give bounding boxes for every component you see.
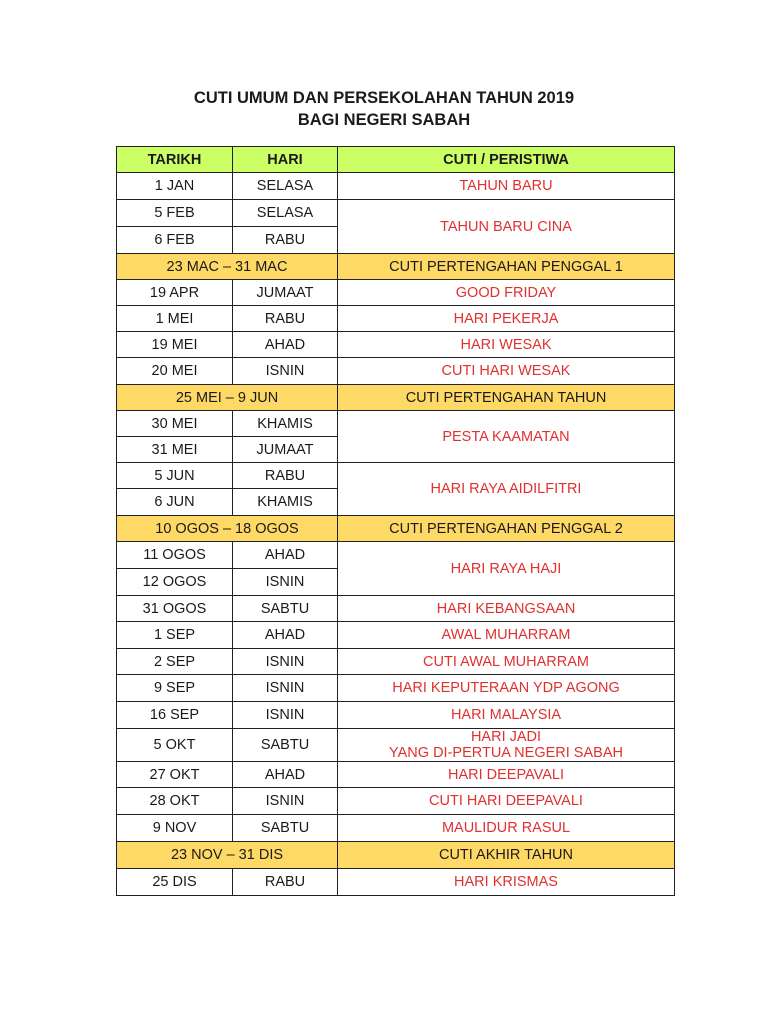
break-range-cell: 23 NOV – 31 DIS — [117, 842, 338, 869]
break-range-cell: 23 MAC – 31 MAC — [117, 254, 338, 280]
table-row — [117, 622, 675, 649]
table-row — [117, 200, 675, 227]
event-cell: AWAL MUHARRAM — [338, 622, 675, 649]
table-row — [117, 411, 675, 437]
table-row — [117, 358, 675, 385]
header-day: HARI — [233, 147, 338, 173]
term-break-row — [117, 516, 675, 542]
event-cell: HARI KRISMAS — [338, 869, 675, 896]
title-line-1: CUTI UMUM DAN PERSEKOLAHAN TAHUN 2019 — [193, 89, 575, 107]
header-date: TARIKH — [117, 147, 233, 173]
table-row — [117, 729, 675, 762]
date-cell: 1 MEI — [117, 306, 233, 332]
day-cell: AHAD — [233, 542, 338, 569]
day-cell: RABU — [233, 227, 338, 254]
table-row — [117, 675, 675, 702]
day-cell: JUMAAT — [233, 280, 338, 306]
holiday-table — [116, 146, 675, 896]
day-cell: ISNIN — [233, 649, 338, 675]
title-line-2: BAGI NEGERI SABAH — [297, 111, 471, 129]
date-cell: 31 OGOS — [117, 596, 233, 622]
event-cell: CUTI AWAL MUHARRAM — [338, 649, 675, 675]
day-cell: AHAD — [233, 762, 338, 788]
day-cell: SELASA — [233, 173, 338, 200]
table-row — [117, 815, 675, 842]
table-row — [117, 463, 675, 489]
table-row — [117, 869, 675, 896]
break-range-cell: 25 MEI – 9 JUN — [117, 385, 338, 411]
day-cell: RABU — [233, 869, 338, 896]
day-cell: ISNIN — [233, 569, 338, 596]
day-cell: SELASA — [233, 200, 338, 227]
date-cell: 19 APR — [117, 280, 233, 306]
date-cell: 28 OKT — [117, 788, 233, 815]
date-cell: 12 OGOS — [117, 569, 233, 596]
table-row — [117, 542, 675, 569]
event-line-2: YANG DI-PERTUA NEGERI SABAH — [389, 745, 623, 761]
table-row — [117, 306, 675, 332]
table-row — [117, 702, 675, 729]
event-cell — [338, 729, 675, 762]
page-title — [0, 87, 768, 131]
table-row — [117, 332, 675, 358]
date-cell: 2 SEP — [117, 649, 233, 675]
table-row — [117, 173, 675, 200]
table-row — [117, 762, 675, 788]
date-cell: 27 OKT — [117, 762, 233, 788]
term-break-row — [117, 385, 675, 411]
date-cell: 31 MEI — [117, 437, 233, 463]
date-cell: 30 MEI — [117, 411, 233, 437]
date-cell: 20 MEI — [117, 358, 233, 385]
date-cell: 6 FEB — [117, 227, 233, 254]
header-event: CUTI / PERISTIWA — [338, 147, 675, 173]
term-break-row — [117, 842, 675, 869]
day-cell: KHAMIS — [233, 411, 338, 437]
break-label-cell: CUTI PERTENGAHAN PENGGAL 1 — [338, 254, 675, 280]
break-label-cell: CUTI PERTENGAHAN PENGGAL 2 — [338, 516, 675, 542]
event-cell: HARI KEBANGSAAN — [338, 596, 675, 622]
day-cell: AHAD — [233, 332, 338, 358]
date-cell: 5 JUN — [117, 463, 233, 489]
table-row — [117, 280, 675, 306]
table-row — [117, 596, 675, 622]
date-cell: 11 OGOS — [117, 542, 233, 569]
date-cell: 25 DIS — [117, 869, 233, 896]
day-cell: AHAD — [233, 622, 338, 649]
day-cell: ISNIN — [233, 675, 338, 702]
event-cell: GOOD FRIDAY — [338, 280, 675, 306]
event-cell: PESTA KAAMATAN — [338, 411, 675, 463]
break-label-cell: CUTI AKHIR TAHUN — [338, 842, 675, 869]
day-cell: SABTU — [233, 596, 338, 622]
event-cell: HARI PEKERJA — [338, 306, 675, 332]
event-cell: HARI RAYA AIDILFITRI — [338, 463, 675, 516]
event-cell: CUTI HARI DEEPAVALI — [338, 788, 675, 815]
day-cell: RABU — [233, 463, 338, 489]
table-row — [117, 649, 675, 675]
table-row — [117, 788, 675, 815]
date-cell: 6 JUN — [117, 489, 233, 516]
break-range-cell: 10 OGOS – 18 OGOS — [117, 516, 338, 542]
day-cell: RABU — [233, 306, 338, 332]
date-cell: 5 FEB — [117, 200, 233, 227]
day-cell: ISNIN — [233, 702, 338, 729]
day-cell: ISNIN — [233, 788, 338, 815]
date-cell: 9 NOV — [117, 815, 233, 842]
break-label-cell: CUTI PERTENGAHAN TAHUN — [338, 385, 675, 411]
date-cell: 16 SEP — [117, 702, 233, 729]
event-cell: HARI KEPUTERAAN YDP AGONG — [338, 675, 675, 702]
event-cell: HARI DEEPAVALI — [338, 762, 675, 788]
day-cell: ISNIN — [233, 358, 338, 385]
term-break-row — [117, 254, 675, 280]
date-cell: 5 OKT — [117, 729, 233, 762]
event-cell: HARI MALAYSIA — [338, 702, 675, 729]
event-cell: CUTI HARI WESAK — [338, 358, 675, 385]
event-cell: MAULIDUR RASUL — [338, 815, 675, 842]
event-line-1: HARI JADI — [470, 729, 542, 745]
header-row — [117, 147, 675, 173]
day-cell: JUMAAT — [233, 437, 338, 463]
event-cell: HARI WESAK — [338, 332, 675, 358]
day-cell: SABTU — [233, 815, 338, 842]
date-cell: 1 SEP — [117, 622, 233, 649]
day-cell: SABTU — [233, 729, 338, 762]
date-cell: 19 MEI — [117, 332, 233, 358]
event-cell: TAHUN BARU — [338, 173, 675, 200]
event-cell: TAHUN BARU CINA — [338, 200, 675, 254]
event-cell: HARI RAYA HAJI — [338, 542, 675, 596]
day-cell: KHAMIS — [233, 489, 338, 516]
date-cell: 9 SEP — [117, 675, 233, 702]
date-cell: 1 JAN — [117, 173, 233, 200]
